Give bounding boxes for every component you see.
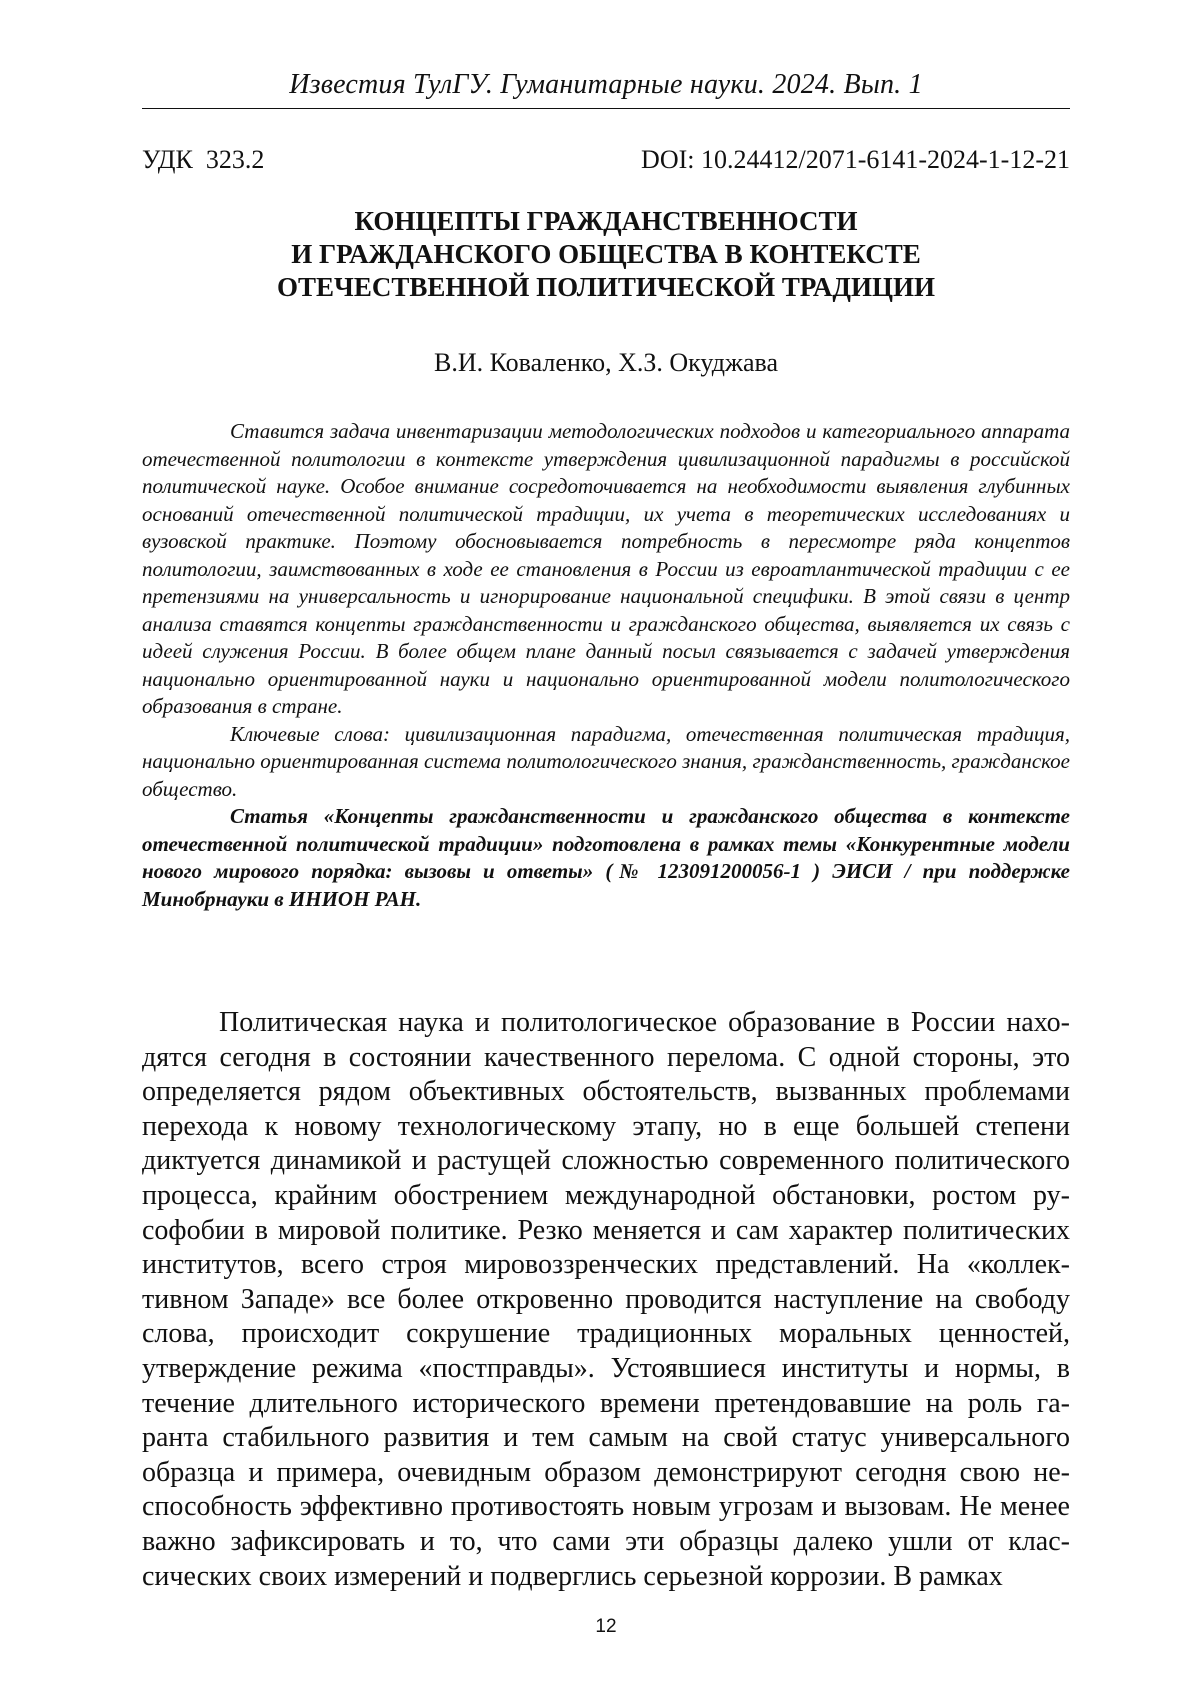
abstract-text: Ставится задача инвентаризации методологических подходов и категориального аппарата отечественной политологии в контексте утверждения цивилизационной парадигмы в российской политической науке. Особое внимание сосредоточивается на необходимости выявления глубинных оснований отечественной политической традиции, их учета в теоретических исследованиях и вузовской практике. Поэтому обосновывается потребность в пересмотре ряда концептов политологии, заимствованных в ходе ее становления в России из евроатлантической традиции с ее претензиями на универсальность и игнорирование национальной специфики. В этой связи в центр анализа ставятся концепты гражданственности и гражданского общества, выявляется их связь с идеей служения России. В более общем плане данный посыл связывается с задачей утверждения национально ориентированной науки и национально ориентированной модели политологического образования в стране. <box>142 419 1070 718</box>
journal-running-header: Известия ТулГУ. Гуманитарные науки. 2024. Вып. 1 <box>289 69 923 100</box>
udc-code: УДК 323.2 <box>142 145 265 174</box>
keywords: Ключевые слова: цивилизационная парадигма, отечественная политическая традиция, национально ориентированная система политологического знания, гражданственность, гражданское общество. <box>142 721 1070 801</box>
title-line: ОТЕЧЕСТВЕННОЙ ПОЛИТИЧЕСКОЙ ТРАДИЦИИ <box>276 272 936 302</box>
abstract-block <box>142 418 1070 913</box>
page-number: 12 <box>595 1616 617 1637</box>
article-authors: В.И. Коваленко, Х.З. Окуджава <box>433 348 779 377</box>
funding-note: Статья «Концепты гражданственности и гражданского общества в контексте отечественной политической традиции» подготовлена в рамках темы «Конкурентные модели нового мирового порядка: вызовы и ответы» (№ 123091200056-1 ) ЭИСИ / при поддержке Минобрнауки в ИНИОН РАН. <box>142 804 1070 911</box>
article-body <box>142 1006 1070 1594</box>
title-line: КОНЦЕПТЫ ГРАЖДАНСТВЕННОСТИ <box>354 206 858 236</box>
header-divider <box>142 108 1070 109</box>
article-title <box>142 205 1070 304</box>
title-line: И ГРАЖДАНСКОГО ОБЩЕСТВА В КОНТЕКСТЕ <box>291 239 921 269</box>
body-paragraph: Политическая наука и политологическое образование в России находятся сегодня в состоянии качественного перелома. С одной стороны, это определяется рядом объективных обстоятельств, вызванных проблемами перехода к новому технологическому этапу, но в еще большей степени диктуется динамикой и растущей сложностью современного политического процесса, крайним обострением международной обстановки, ростом русофобии в мировой политике. Резко меняется и сам характер политических институтов, всего строя мировоззренческих представлений. На «коллективном Западе» все более откровенно проводится наступление на свободу слова, происходит сокрушение традиционных моральных ценностей, утверждение режима «постправды». Устоявшиеся институты и нормы, в течение длительного исторического времени претендовавшие на роль гаранта стабильного развития и тем самым на свой статус универсального образца и примера, очевидным образом демонстрируют сегодня свою неспособность эффективно противостоять новым угрозам и вызовам. Не менее важно зафиксировать и то, что сами эти образцы далеко ушли от классических своих измерений и подверглись серьезной коррозии. В рамках <box>142 1007 1070 1592</box>
doi-identifier: DOI: 10.24412/2071-6141-2024-1-12-21 <box>641 145 1070 174</box>
